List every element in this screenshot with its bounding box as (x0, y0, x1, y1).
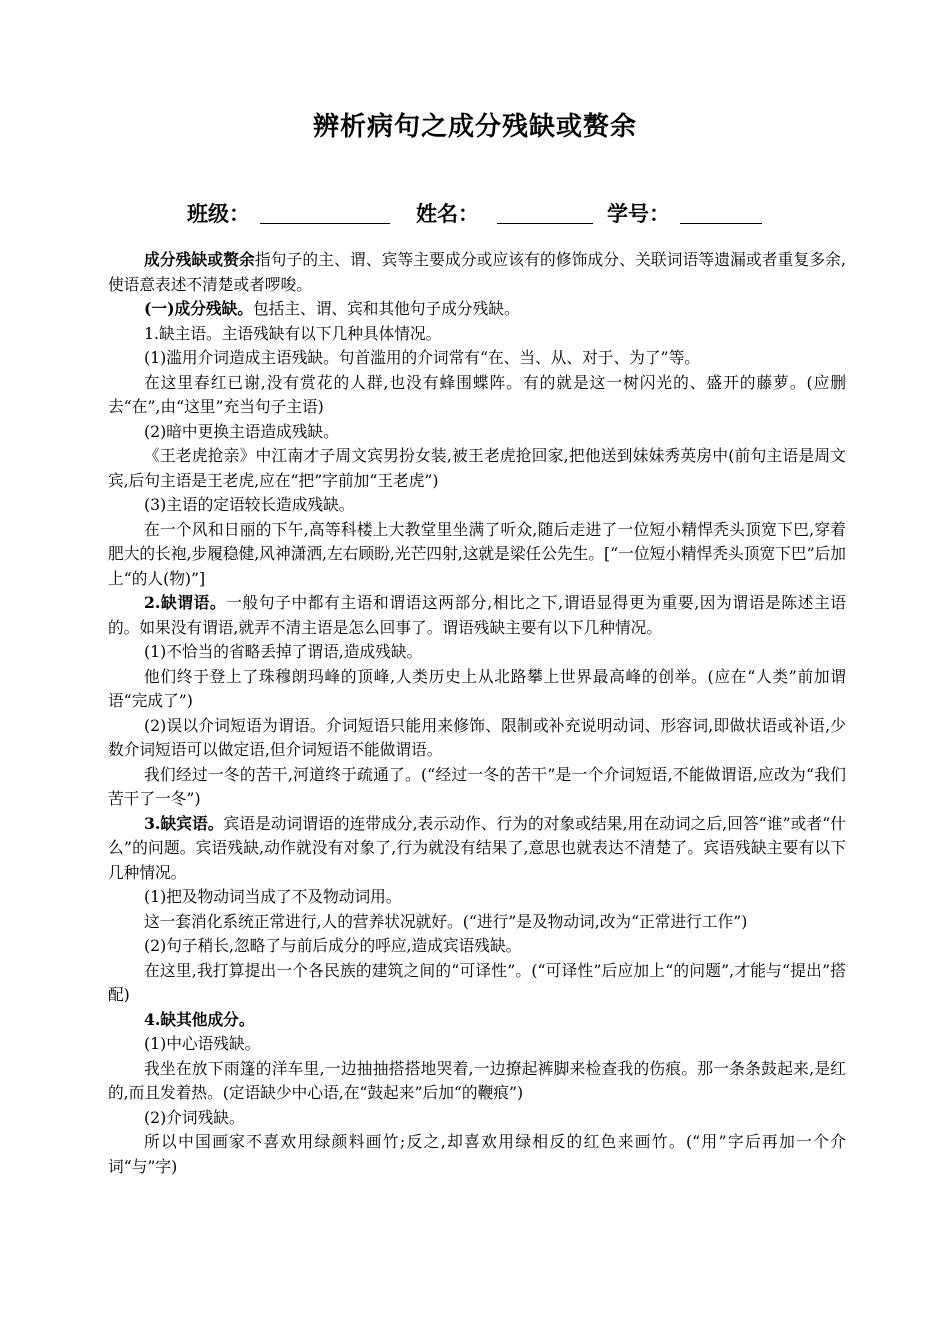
student-info-row (187, 198, 847, 230)
student-id-blank-line (680, 223, 762, 224)
body-paragraph (108, 248, 846, 297)
document-body (108, 248, 846, 1179)
paragraph-text: 宾语是动词谓语的连带成分,表示动作、行为的对象或结果,用在动词之后,回答“谁”或者“什么”的问题。宾语残缺,动作就没有对象了,行为就没有结果了,意思也就表达不清楚了。宾语残缺主要有以下几种情况。 (108, 813, 846, 882)
paragraph-text: 在这里春红已谢,没有赏花的人群,也没有蜂围蝶阵。有的就是这一树闪光的、盛开的藤萝。(应删去“在”,由“这里”充当句子主语) (108, 372, 846, 416)
body-paragraph (108, 518, 846, 592)
body-paragraph (108, 885, 846, 910)
paragraph-text: (1)把及物动词当成了不及物动词用。 (144, 887, 402, 906)
body-paragraph (108, 1130, 846, 1179)
paragraph-text: (2)介词残缺。 (144, 1107, 245, 1127)
name-label: 姓名： (416, 202, 479, 226)
body-paragraph (108, 1008, 846, 1033)
body-paragraph (108, 714, 846, 763)
name-blank-line (497, 223, 593, 224)
body-paragraph (108, 665, 846, 714)
body-paragraph (108, 420, 846, 445)
paragraph-text: 他们终于登上了珠穆朗玛峰的顶峰,人类历史上从北路攀上世界最高峰的创举。(应在“人类”前加谓语“完成了”) (108, 666, 846, 710)
body-paragraph (108, 763, 846, 812)
body-paragraph (108, 297, 846, 322)
paragraph-text: 包括主、谓、宾和其他句子成分残缺。 (252, 299, 520, 318)
paragraph-text: (1)滥用介词造成主语残缺。句首滥用的介词常有“在、当、从、对于、为了”等。 (144, 348, 700, 367)
body-paragraph (108, 346, 846, 371)
body-paragraph (108, 640, 846, 665)
paragraph-text: 我坐在放下雨篷的洋车里,一边抽抽搭搭地哭着,一边撩起裤脚来检查我的伤痕。那一条条鼓起来,是红的,而且发着热。(定语缺少中心语,在“鼓起来”后加“的鞭痕”) (108, 1058, 846, 1102)
body-paragraph (108, 910, 846, 935)
body-paragraph (108, 959, 846, 1008)
body-paragraph (108, 371, 846, 420)
paragraph-heading: (一)成分残缺。 (144, 299, 253, 318)
body-paragraph (108, 934, 846, 959)
paragraph-text: 一般句子中都有主语和谓语这两部分,相比之下,谓语显得更为重要,因为谓语是陈述主语的。如果没有谓语,就弄不清主语是怎么回事了。谓语残缺主要有以下几种情况。 (108, 593, 846, 637)
paragraph-text: 这一套消化系统正常进行,人的营养状况就好。(“进行”是及物动词,改为“正常进行工作”) (144, 911, 748, 931)
body-paragraph (108, 1057, 846, 1106)
paragraph-text: 1.缺主语。主语残缺有以下几种具体情况。 (144, 323, 442, 343)
paragraph-text: 我们经过一冬的苦干,河道终于疏通了。(“经过一冬的苦干”是一个介词短语,不能做谓语,应改为“我们苦干了一冬”) (108, 764, 846, 808)
paragraph-text: (2)暗中更换主语造成残缺。 (144, 421, 339, 441)
paragraph-text: (2)误以介词短语为谓语。介词短语只能用来修饰、限制或补充说明动词、形容词,即做状语或补语,少数介词短语可以做定语,但介词短语不能做谓语。 (108, 715, 846, 759)
body-paragraph (108, 1106, 846, 1131)
body-paragraph (108, 1032, 846, 1057)
paragraph-heading: 2.缺谓语。 (144, 593, 227, 612)
paragraph-heading: 成分残缺或赘余 (144, 250, 255, 269)
document-title: 辨析病句之成分残缺或赘余 (312, 112, 637, 142)
paragraph-text: (1)不恰当的省略丢掉了谓语,造成残缺。 (144, 642, 423, 661)
paragraph-heading: 3.缺宾语。 (144, 813, 224, 833)
body-paragraph (108, 493, 846, 518)
paragraph-text: (1)中心语残缺。 (144, 1034, 261, 1053)
body-paragraph (108, 591, 846, 640)
class-blank-line (260, 223, 390, 224)
paragraph-text: (3)主语的定语较长造成残缺。 (144, 495, 355, 514)
paragraph-text: 在这里,我打算提出一个各民族的建筑之间的“可译性”。(“可译性”后应加上“的问题”,才能与“提出”搭配) (108, 960, 846, 1004)
class-label: 班级： (187, 202, 250, 226)
student-id-label: 学号： (607, 202, 670, 226)
body-paragraph (108, 322, 846, 347)
paragraph-text: (2)句子稍长,忽略了与前后成分的呼应,造成宾语残缺。 (144, 936, 522, 955)
paragraph-text: 《王老虎抢亲》中江南才子周文宾男扮女装,被王老虎抢回家,把他送到妹妹秀英房中(前句主语是周文宾,后句主语是王老虎,应在“把”字前加“王老虎”) (108, 446, 846, 490)
body-paragraph (108, 444, 846, 493)
paragraph-text: 所以中国画家不喜欢用绿颜料画竹;反之,却喜欢用绿相反的红色来画竹。(“用”字后再加一个介词“与”字) (108, 1132, 846, 1176)
body-paragraph (108, 812, 846, 886)
paragraph-text: 指句子的主、谓、宾等主要成分或应该有的修饰成分、关联词语等遗漏或者重复多余,使语意表述不清楚或者啰唆。 (108, 250, 846, 294)
paragraph-heading: 4.缺其他成分。 (144, 1009, 255, 1029)
paragraph-text: 在一个风和日丽的下午,高等科楼上大教堂里坐满了听众,随后走进了一位短小精悍秃头顶宽下巴,穿着肥大的长袍,步履稳健,风神潇洒,左右顾盼,光芒四射,这就是梁任公先生。[“一位短小精悍秃头顶宽下巴”后加上“的人(物)”] (108, 519, 846, 588)
